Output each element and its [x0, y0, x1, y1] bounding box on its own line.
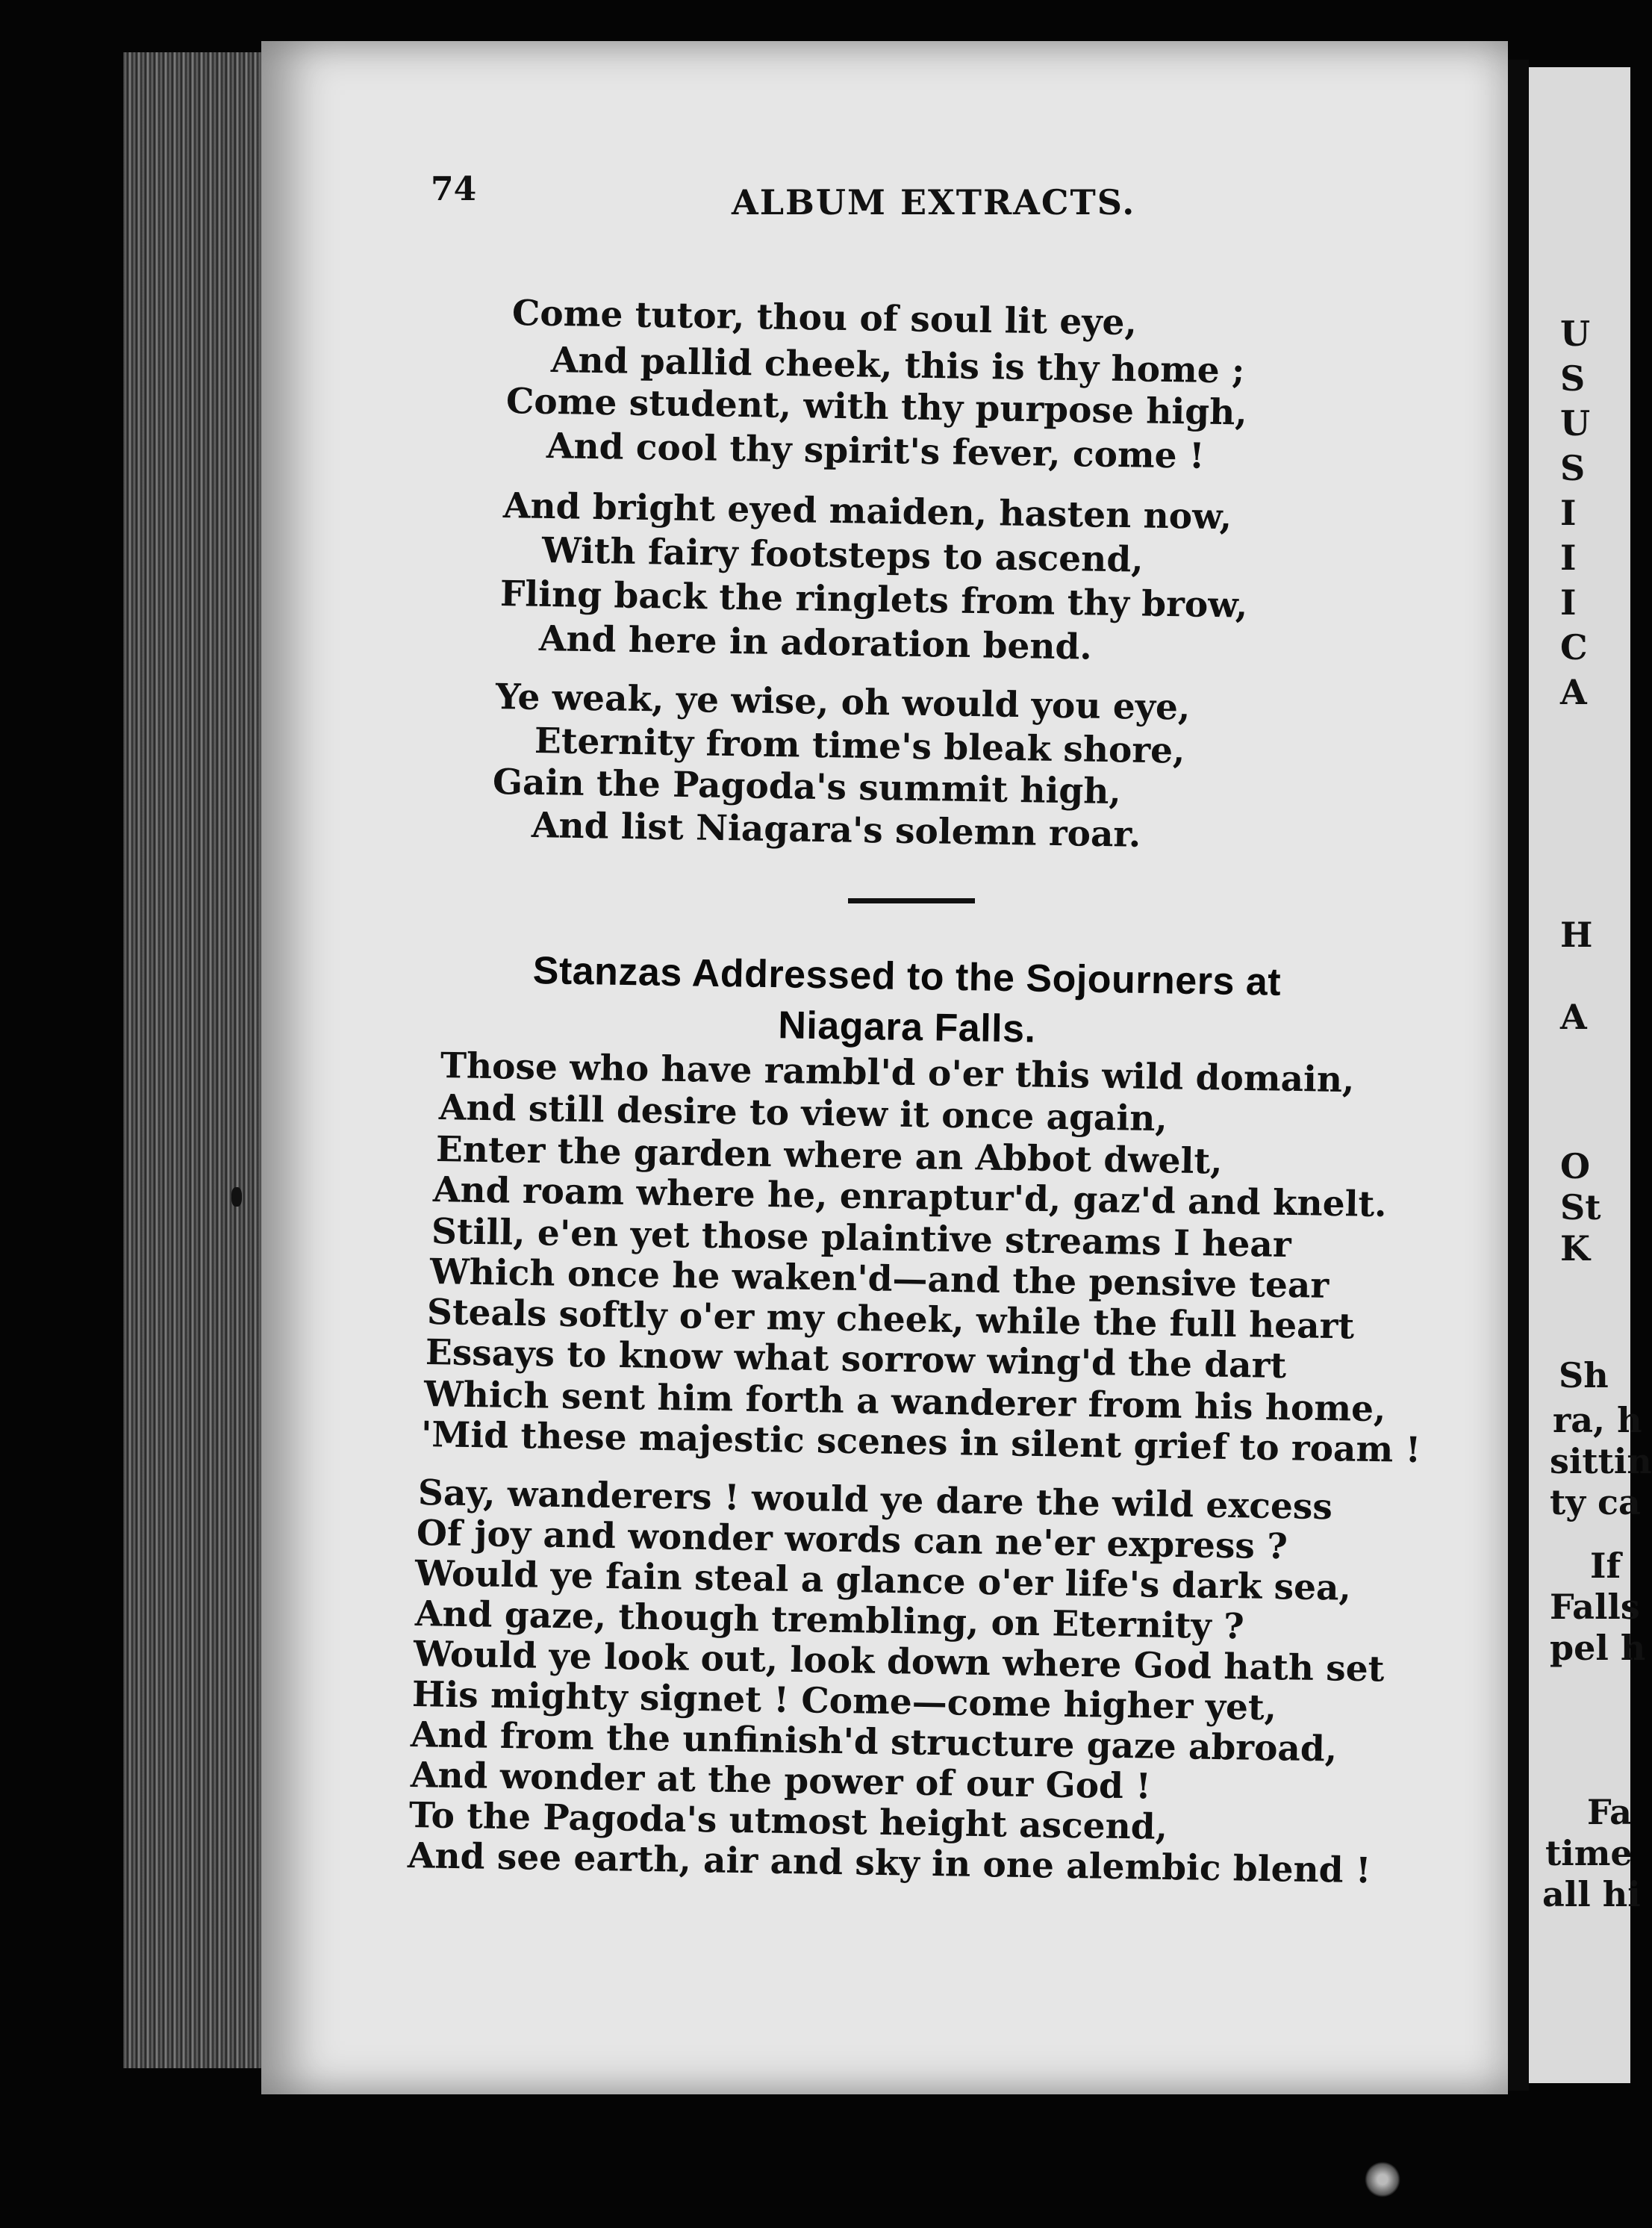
- scan-ornament: [1365, 2162, 1400, 2197]
- page-number: 74: [431, 170, 477, 208]
- verse-line: And here in adoration bend.: [538, 618, 1093, 668]
- verse-line: And see earth, air and sky in one alembic blend !: [407, 1835, 1371, 1892]
- right-page-fragment: Falls: [1550, 1587, 1640, 1627]
- verse-line: Essays to know what sorrow wing'd the dart: [425, 1332, 1287, 1387]
- right-page-fragment: ty ca: [1550, 1482, 1641, 1522]
- verse-line: 'Mid these majestic scenes in silent grief to roam !: [420, 1414, 1421, 1472]
- right-page-fragment: U: [1560, 403, 1591, 444]
- verse-line: Come student, with thy purpose high,: [505, 381, 1248, 434]
- right-page-fragment: O: [1560, 1146, 1591, 1186]
- right-page-fragment: S: [1560, 358, 1586, 399]
- right-page-fragment: St: [1560, 1187, 1601, 1227]
- verse-line: And bright eyed maiden, hasten now,: [502, 485, 1232, 538]
- right-page-fragment: pel h: [1550, 1628, 1646, 1668]
- verse-line: And roam where he, enraptur'd, gaz'd and knelt.: [432, 1169, 1387, 1226]
- verse-line: Still, e'en yet those plaintive streams I hear: [431, 1211, 1292, 1266]
- right-page-fragment: If: [1590, 1546, 1621, 1586]
- verse-line: Would ye look out, look down where God hath set: [413, 1634, 1385, 1690]
- running-head: ALBUM EXTRACTS.: [732, 182, 1136, 223]
- verse-line: And cool thy spirit's fever, come !: [546, 426, 1205, 477]
- right-page-fragment: A: [1560, 997, 1587, 1037]
- poem-title-line1: Stanzas Addressed to the Sojourners at: [532, 949, 1282, 1004]
- verse-line: And from the unfinish'd structure gaze abroad,: [410, 1714, 1338, 1770]
- verse-line: With fairy footsteps to ascend,: [541, 530, 1144, 581]
- right-page-fragment: A: [1560, 672, 1587, 712]
- verse-line: Those who have rambl'd o'er this wild domain,: [440, 1045, 1355, 1101]
- right-page-fragment: Sh: [1559, 1355, 1609, 1395]
- verse-line: Gain the Pagoda's summit high,: [492, 762, 1122, 813]
- poem-title-line2: Niagara Falls.: [777, 1003, 1036, 1051]
- verse-line: Say, wanderers ! would ye dare the wild excess: [417, 1472, 1333, 1528]
- verse-line: And still desire to view it once again,: [438, 1087, 1168, 1140]
- verse-line: Ye weak, ye wise, oh would you eye,: [495, 676, 1191, 729]
- right-page-fragment: sittin: [1550, 1441, 1652, 1481]
- verse-line: Come tutor, thou of soul lit eye,: [511, 293, 1138, 344]
- right-page-fragment: I: [1560, 538, 1577, 578]
- right-page-fragment: C: [1560, 627, 1588, 668]
- right-page-fragment: K: [1560, 1228, 1590, 1269]
- verse-line: His mighty signet ! Come—come higher yet,: [411, 1674, 1277, 1729]
- right-page-fragment: I: [1560, 582, 1577, 623]
- verse-line: To the Pagoda's utmost height ascend,: [408, 1795, 1168, 1848]
- verse-line: Would ye fain steal a glance o'er life's dark sea,: [414, 1553, 1352, 1609]
- ink-mark: [231, 1187, 242, 1207]
- right-page-fragment: I: [1560, 493, 1577, 533]
- verse-line: Eternity from time's bleak shore,: [534, 721, 1185, 772]
- verse-line: And pallid cheek, this is thy home ;: [550, 340, 1245, 392]
- verse-line: And list Niagara's solemn roar.: [531, 805, 1141, 856]
- verse-line: Fling back the ringlets from thy brow,: [499, 573, 1248, 626]
- verse-line: Steals softly o'er my cheek, while the full heart: [426, 1292, 1355, 1348]
- section-divider: [848, 898, 975, 903]
- verse-line: And gaze, though trembling, on Eternity ?: [414, 1593, 1245, 1648]
- right-page-fragment: Fa: [1587, 1792, 1632, 1832]
- right-page-fragment: U: [1560, 314, 1591, 354]
- right-page-fragment: ra, h: [1553, 1400, 1642, 1440]
- right-page-fragment: H: [1560, 915, 1593, 955]
- verse-line: Which sent him forth a wanderer from his home,: [423, 1374, 1386, 1431]
- right-page-fragment: S: [1560, 448, 1586, 488]
- right-page-fragment: all hi: [1542, 1874, 1641, 1914]
- verse-line: And wonder at the power of our God !: [410, 1755, 1152, 1808]
- right-page-fragment: time: [1545, 1833, 1633, 1873]
- book-gutter: [1508, 60, 1529, 2091]
- verse-line: Which once he waken'd—and the pensive tear: [429, 1251, 1330, 1307]
- verse-line: Of joy and wonder words can ne'er express ?: [416, 1513, 1288, 1568]
- verse-line: Enter the garden where an Abbot dwelt,: [435, 1129, 1223, 1183]
